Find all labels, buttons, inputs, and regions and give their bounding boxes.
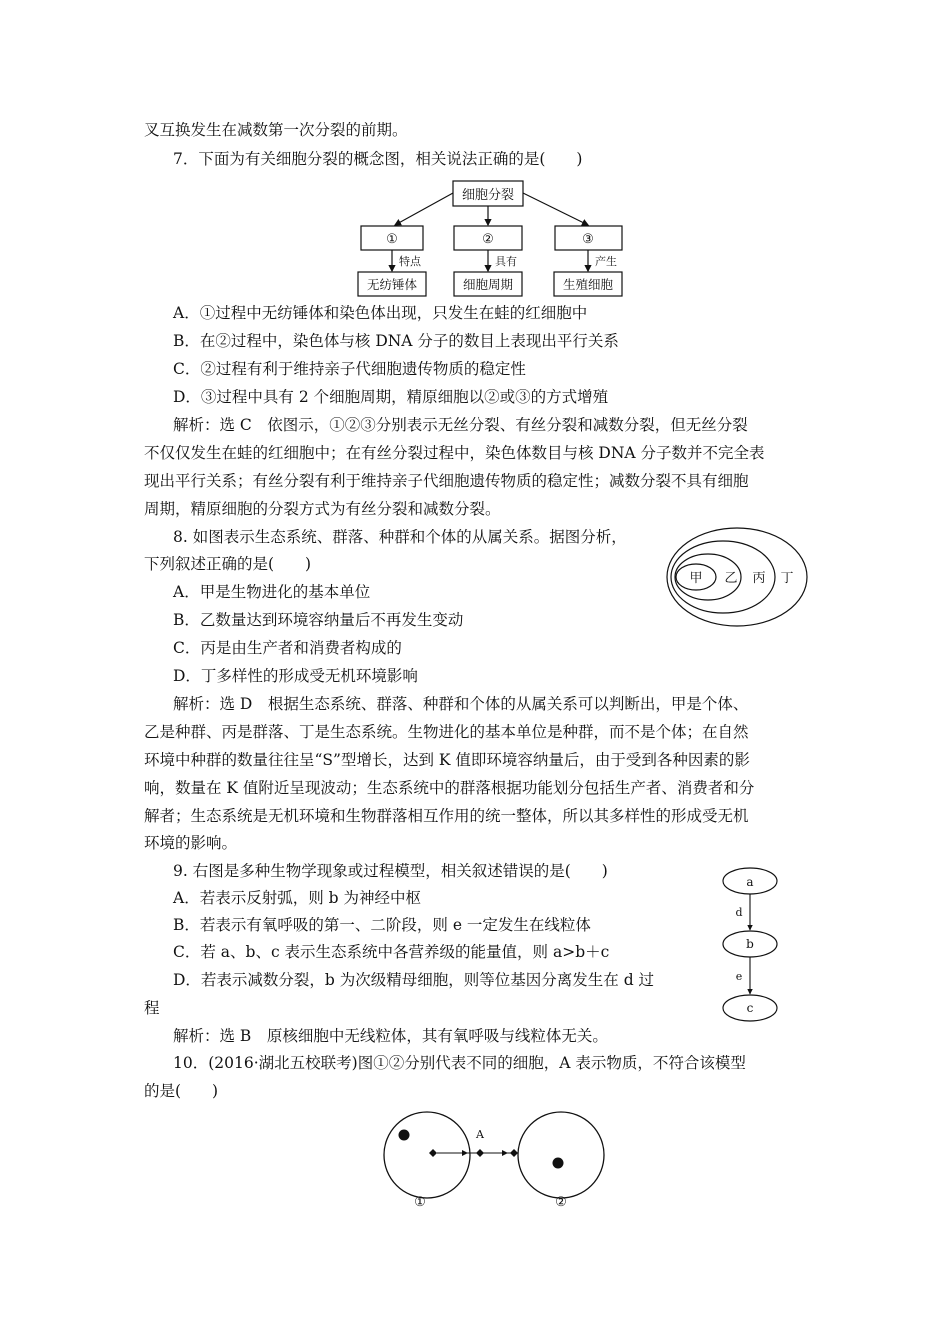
text-line: 叉互换发生在减数第一次分裂的前期。 <box>144 121 408 139</box>
option-8d: D．丁多样性的形成受无机环境影响 <box>173 667 418 685</box>
solution-9: 解析：选 B 原核细胞中无线粒体，其有氧呼吸与线粒体无关。 <box>173 1027 608 1045</box>
label-ding: 丁 <box>780 571 794 586</box>
option-9a: A．若表示反射弧，则 b 为神经中枢 <box>173 889 421 907</box>
question-10-cont: 的是( ) <box>144 1082 219 1100</box>
option-9d-cont: 程 <box>144 999 160 1017</box>
solution-7-line-2: 不仅仅发生在蛙的红细胞中；在有丝分裂过程中，染色体数目与核 DNA 分子数并不完全表 <box>144 444 765 462</box>
label-jia: 甲 <box>689 571 703 586</box>
concept-map-node-3 <box>555 226 622 250</box>
arrow-label-3: 产生 <box>595 255 617 268</box>
cell-1-label: ① <box>414 1195 426 1210</box>
concept-map-top-label: 细胞分裂 <box>461 188 515 203</box>
concept-map-bottom-2 <box>454 272 522 296</box>
question-7: 7．下面为有关细胞分裂的概念图，相关说法正确的是( ) <box>173 150 583 168</box>
svg-text:②: ② <box>482 232 494 247</box>
solution-8-line-3: 环境中种群的数量往往呈“S”型增长，达到 K 值即环境容纳量后，由于受到各种因素的影 <box>144 751 750 769</box>
question-9: 9. 右图是多种生物学现象或过程模型，相关叙述错误的是( ) <box>173 862 608 880</box>
concept-map-bottom-3 <box>554 272 622 296</box>
solution-7-line-1: 解析：选 C 依图示，①②③分别表示无丝分裂、有丝分裂和减数分裂，但无丝分裂 <box>173 416 748 434</box>
cell-2 <box>518 1112 604 1198</box>
option-7b: B．在②过程中，染色体与核 DNA 分子的数目上表现出平行关系 <box>173 332 619 350</box>
solution-8-line-4: 响，数量在 K 值附近呈现波动；生态系统中的群落根据功能划分包括生产者、消费者和分 <box>144 779 755 797</box>
cell-2-label: ② <box>555 1195 567 1210</box>
solution-7-line-3: 现出平行关系；有丝分裂有利于维持亲子代细胞遗传物质的稳定性；减数分裂不具有细胞 <box>144 472 749 490</box>
option-7d: D．③过程中具有 2 个细胞周期，精原细胞以②或③的方式增殖 <box>173 388 609 406</box>
label-yi: 乙 <box>724 571 738 586</box>
option-8b: B．乙数量达到环境容纳量后不再发生变动 <box>173 611 464 629</box>
svg-text:细胞周期: 细胞周期 <box>462 277 514 292</box>
option-7a: A．①过程中无纺锤体和染色体出现，只发生在蛙的红细胞中 <box>173 304 588 322</box>
edge-e: e <box>735 970 743 983</box>
edge-d: d <box>735 906 743 919</box>
concept-map-top-node <box>453 181 523 206</box>
arrow-label-2: 具有 <box>495 255 517 268</box>
signal-molecule-A <box>476 1149 484 1157</box>
option-8c: C．丙是由生产者和消费者构成的 <box>173 639 402 657</box>
nucleus-2 <box>553 1158 564 1169</box>
nucleus-1 <box>399 1130 410 1141</box>
option-9b: B．若表示有氧呼吸的第一、二阶段，则 e 一定发生在线粒体 <box>173 916 591 934</box>
solution-7-line-4: 周期，精原细胞的分裂方式为有丝分裂和减数分裂。 <box>144 500 501 518</box>
solution-8-line-1: 解析：选 D 根据生态系统、群落、种群和个体的从属关系可以判断出，甲是个体、 <box>173 695 749 713</box>
option-9d: D．若表示减数分裂，b 为次级精母细胞，则等位基因分离发生在 d 过 <box>173 971 655 989</box>
solution-8-line-2: 乙是种群、丙是群落、丁是生态系统。生物进化的基本单位是种群，而不是个体；在自然 <box>144 723 749 741</box>
signal-label: A <box>476 1128 484 1141</box>
svg-text:生殖细胞: 生殖细胞 <box>562 277 614 292</box>
arrow-label-1: 特点 <box>399 255 421 268</box>
question-8-cont: 下列叙述正确的是( ) <box>144 555 312 573</box>
svg-text:c: c <box>746 1001 754 1015</box>
solution-8-line-6: 环境的影响。 <box>144 834 238 852</box>
concept-map-node-1 <box>361 226 423 250</box>
svg-text:无纺锤体: 无纺锤体 <box>366 277 418 292</box>
svg-text:③: ③ <box>582 232 594 247</box>
figure-cell-division-concept-map <box>355 180 630 298</box>
figure-nested-ellipses <box>665 526 810 628</box>
solution-8-line-5: 解者；生态系统是无机环境和生物群落相互作用的统一整体，所以其多样性的形成受无机 <box>144 807 749 825</box>
svg-text:a: a <box>746 875 754 889</box>
option-9c: C．若 a、b、c 表示生态系统中各营养级的能量值，则 a>b＋c <box>173 943 610 961</box>
figure-flow-model <box>715 866 785 1024</box>
question-10: 10．(2016·湖北五校联考)图①②分别代表不同的细胞，A 表示物质，不符合该模型 <box>173 1054 746 1072</box>
figure-cell-signaling <box>380 1110 605 1210</box>
option-7c: C．②过程有利于维持亲子代细胞遗传物质的稳定性 <box>173 360 526 378</box>
concept-map-node-2 <box>454 226 522 250</box>
signal-molecule-source <box>429 1149 437 1157</box>
option-8a: A．甲是生物进化的基本单位 <box>173 583 371 601</box>
cell-1 <box>384 1112 470 1198</box>
question-8: 8. 如图表示生态系统、群落、种群和个体的从属关系。据图分析， <box>173 528 627 546</box>
svg-text:①: ① <box>386 232 398 247</box>
svg-text:b: b <box>746 937 754 951</box>
label-bing: 丙 <box>752 571 766 586</box>
receptor <box>510 1149 518 1157</box>
concept-map-bottom-1 <box>358 272 426 296</box>
